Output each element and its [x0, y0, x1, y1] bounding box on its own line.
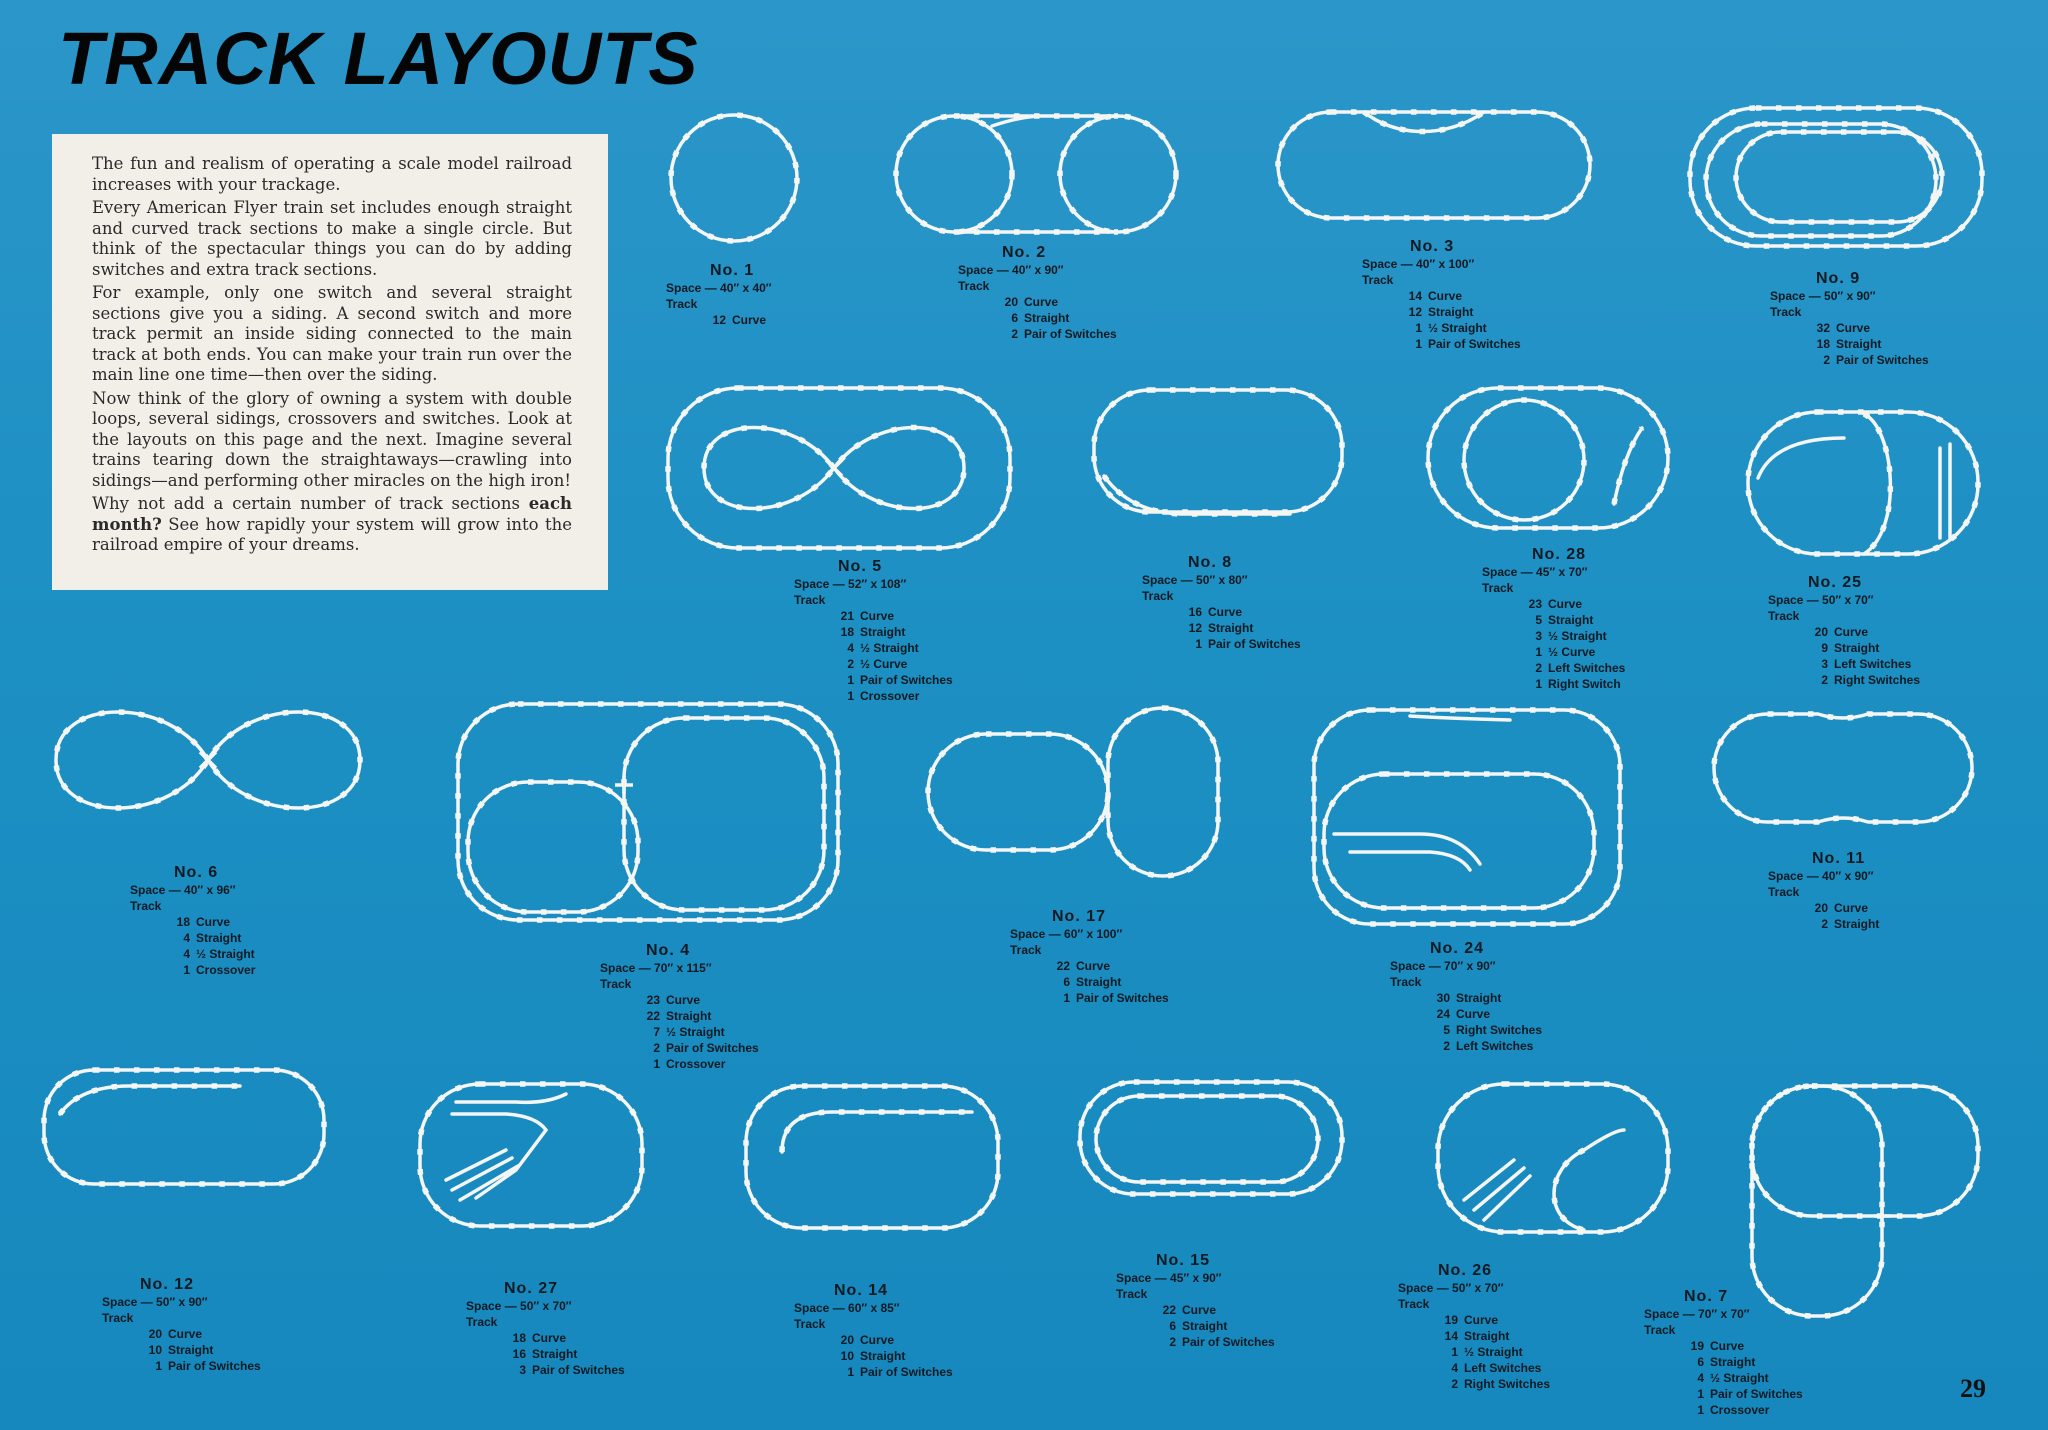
track-item: [1768, 624, 1920, 640]
item-qty: 4: [1451, 1361, 1458, 1375]
layout-space: Space — 70″ x 90″: [1390, 959, 1496, 973]
item-qty: 5: [1535, 613, 1542, 627]
item-qty: 18: [512, 1331, 526, 1345]
layout-space: Space — 50″ x 70″: [466, 1299, 572, 1313]
layout-number: No. 11: [1812, 850, 1866, 867]
item-qty: 7: [653, 1025, 660, 1039]
item-part: Pair of Switches: [1836, 353, 1929, 367]
layout-space: Space — 40″ x 40″: [666, 281, 772, 295]
layout-5-caption: [794, 558, 953, 704]
item-part: Curve: [1834, 901, 1869, 915]
item-part: Straight: [1834, 641, 1880, 655]
intro-paragraph-5-bold: each month?: [92, 494, 572, 534]
intro-paragraph-5-lead: Why not add a certain number of track sections: [92, 494, 529, 513]
layout-9-caption: [1770, 270, 1929, 368]
intro-paragraph-4: Now think of the glory of owning a system with double loops, several sidings, crossovers and switches. Look at the layouts on this page and the next. Imagine several trains tearing down the straightaways—crawling into sidings—and performing other miracles on the high iron!: [92, 388, 572, 490]
item-part: Straight: [1428, 305, 1474, 319]
item-part: Curve: [732, 313, 767, 327]
track-item: [1482, 628, 1625, 644]
track-label: Track: [1482, 581, 1514, 595]
layout-number: No. 12: [140, 1276, 195, 1293]
item-qty: 22: [646, 1009, 660, 1023]
item-qty: 1: [1697, 1387, 1704, 1401]
item-qty: 2: [1535, 661, 1542, 675]
item-part: Straight: [666, 1009, 712, 1023]
item-qty: 20: [1814, 625, 1828, 639]
layout-28-caption: [1482, 546, 1625, 692]
track-item: [102, 1358, 261, 1374]
layout-number: No. 27: [504, 1280, 559, 1297]
track-item: [958, 294, 1117, 310]
item-qty: 1: [1451, 1345, 1458, 1359]
track-label: Track: [1362, 273, 1394, 287]
layout-space: Space — 50″ x 90″: [102, 1295, 208, 1309]
item-qty: 10: [148, 1343, 162, 1357]
item-part: Curve: [532, 1331, 567, 1345]
item-part: Curve: [168, 1327, 203, 1341]
item-part: Curve: [1208, 605, 1243, 619]
track-label: Track: [466, 1315, 498, 1329]
item-part: Crossover: [196, 963, 256, 977]
item-qty: 9: [1821, 641, 1828, 655]
item-qty: 18: [1816, 337, 1830, 351]
track-label: Track: [1768, 885, 1800, 899]
item-qty: 14: [1444, 1329, 1458, 1343]
layout-space: Space — 60″ x 100″: [1010, 927, 1123, 941]
track-item: [958, 326, 1117, 342]
item-part: Straight: [532, 1347, 578, 1361]
item-part: ½ Curve: [860, 657, 908, 671]
item-qty: 1: [1415, 337, 1422, 351]
track-label: Track: [1010, 943, 1042, 957]
track-item: [794, 640, 953, 656]
track-item: [600, 1008, 759, 1024]
item-qty: 6: [1011, 311, 1018, 325]
item-qty: 23: [1528, 597, 1542, 611]
track-item: [1644, 1402, 1803, 1418]
layout-12-caption: [102, 1276, 261, 1374]
item-qty: 12: [1408, 305, 1422, 319]
item-qty: 2: [1169, 1335, 1176, 1349]
track-item: [130, 946, 255, 962]
item-part: Pair of Switches: [1076, 991, 1169, 1005]
item-qty: 1: [1697, 1403, 1704, 1417]
layout-1-caption: [666, 262, 772, 328]
item-qty: 20: [1004, 295, 1018, 309]
item-part: Curve: [1182, 1303, 1217, 1317]
item-part: Straight: [1076, 975, 1122, 989]
layout-number: No. 8: [1188, 554, 1233, 571]
layout-number: No. 4: [646, 942, 691, 959]
intro-paragraph-5: [92, 494, 572, 556]
layout-number: No. 15: [1156, 1252, 1211, 1269]
layout-space: Space — 50″ x 80″: [1142, 573, 1248, 587]
item-part: Curve: [666, 993, 701, 1007]
track-item: [600, 1024, 759, 1040]
track-item: [1390, 1038, 1542, 1054]
track-label: Track: [1390, 975, 1422, 989]
item-part: Curve: [1428, 289, 1463, 303]
item-part: Curve: [1024, 295, 1059, 309]
item-qty: 22: [1162, 1303, 1176, 1317]
layout-number: No. 17: [1052, 908, 1107, 925]
item-part: ½ Straight: [1710, 1371, 1769, 1385]
layout-15-caption: [1116, 1252, 1275, 1350]
track-item: [466, 1330, 625, 1346]
item-qty: 1: [847, 673, 854, 687]
layout-space: Space — 70″ x 70″: [1644, 1307, 1750, 1321]
item-qty: 22: [1056, 959, 1070, 973]
layout-number: No. 5: [838, 558, 883, 575]
layout-space: Space — 70″ x 115″: [600, 961, 712, 975]
item-part: Right Switches: [1464, 1377, 1551, 1391]
item-qty: 3: [519, 1363, 526, 1377]
track-item: [130, 962, 255, 978]
item-qty: 23: [646, 993, 660, 1007]
item-part: Straight: [1836, 337, 1882, 351]
track-item: [1398, 1344, 1550, 1360]
item-qty: 2: [1821, 917, 1828, 931]
track-item: [794, 1332, 953, 1348]
intro-paragraph-5-tail: See how rapidly your system will grow into the railroad empire of your dreams.: [92, 514, 572, 554]
layout-3-caption: [1362, 238, 1521, 352]
page-title: TRACK LAYOUTS: [58, 17, 699, 100]
item-part: ½ Straight: [666, 1025, 725, 1039]
track-item: [1142, 636, 1301, 652]
track-item: [1010, 990, 1169, 1006]
item-part: Pair of Switches: [1208, 637, 1301, 651]
track-item: [1116, 1302, 1275, 1318]
item-part: ½ Straight: [860, 641, 919, 655]
track-item: [1398, 1312, 1550, 1328]
item-qty: 4: [1697, 1371, 1704, 1385]
item-qty: 2: [1823, 353, 1830, 367]
layout-27-caption: [466, 1280, 625, 1378]
item-qty: 14: [1408, 289, 1422, 303]
track-item: [1398, 1328, 1550, 1344]
track-item: [1142, 620, 1301, 636]
item-part: Curve: [1834, 625, 1869, 639]
item-qty: 16: [1188, 605, 1202, 619]
intro-paragraph-3: For example, only one switch and several straight sections give you a siding. A second switch and more track permit an inside siding connected to the main track at both ends. You can make your train run over the main line one time—then over the siding.: [92, 283, 572, 384]
layout-space: Space — 40″ x 90″: [1768, 869, 1874, 883]
track-item: [1482, 676, 1625, 692]
item-qty: 2: [1443, 1039, 1450, 1053]
layout-number: No. 7: [1684, 1288, 1729, 1305]
layout-number: No. 6: [174, 864, 219, 881]
layout-space: Space — 50″ x 70″: [1768, 593, 1874, 607]
item-part: Curve: [1076, 959, 1111, 973]
track-item: [466, 1346, 625, 1362]
layout-7-caption: [1644, 1288, 1803, 1418]
track-item: [1010, 958, 1169, 974]
track-label: Track: [1116, 1287, 1148, 1301]
item-part: Straight: [1464, 1329, 1510, 1343]
item-part: Straight: [1182, 1319, 1228, 1333]
layout-6-caption: [130, 864, 255, 978]
item-part: Straight: [1548, 613, 1594, 627]
track-label: Track: [130, 899, 162, 913]
item-qty: 2: [1451, 1377, 1458, 1391]
item-qty: 6: [1169, 1319, 1176, 1333]
item-part: Curve: [1456, 1007, 1491, 1021]
track-label: Track: [1142, 589, 1174, 603]
item-qty: 30: [1436, 991, 1450, 1005]
layout-space: Space — 45″ x 70″: [1482, 565, 1588, 579]
track-item: [1644, 1386, 1803, 1402]
item-qty: 20: [148, 1327, 162, 1341]
item-part: ½ Straight: [1464, 1345, 1523, 1359]
item-qty: 20: [840, 1333, 854, 1347]
track-item: [1482, 612, 1625, 628]
track-item: [1362, 304, 1521, 320]
track-item: [1644, 1354, 1803, 1370]
layout-space: Space — 40″ x 90″: [958, 263, 1064, 277]
layout-number: No. 9: [1816, 270, 1861, 287]
item-qty: 1: [847, 1365, 854, 1379]
item-qty: 2: [847, 657, 854, 671]
item-qty: 2: [1011, 327, 1018, 341]
item-part: Right Switch: [1548, 677, 1621, 691]
track-item: [794, 1348, 953, 1364]
layout-space: Space — 45″ x 90″: [1116, 1271, 1222, 1285]
layout-number: No. 25: [1808, 574, 1863, 591]
track-item: [1398, 1360, 1550, 1376]
item-part: Straight: [196, 931, 242, 945]
layout-24-caption: [1390, 940, 1542, 1054]
item-part: ½ Curve: [1548, 645, 1596, 659]
item-part: Crossover: [1710, 1403, 1770, 1417]
item-part: Pair of Switches: [860, 1365, 953, 1379]
track-item: [1390, 1006, 1542, 1022]
layout-number: No. 3: [1410, 238, 1455, 255]
track-item: [1770, 336, 1929, 352]
item-part: Curve: [1710, 1339, 1745, 1353]
track-label: Track: [958, 279, 990, 293]
track-label: Track: [1768, 609, 1800, 623]
item-part: Curve: [1548, 597, 1583, 611]
item-qty: 3: [1535, 629, 1542, 643]
item-qty: 1: [847, 689, 854, 703]
layout-number: No. 2: [1002, 244, 1047, 261]
track-item: [794, 656, 953, 672]
intro-paragraph-2: Every American Flyer train set includes enough straight and curved track sections to make a single circle. But think of the spectacular things you can do by adding switches and extra track sections.: [92, 198, 572, 279]
track-label: Track: [102, 1311, 134, 1325]
item-part: Crossover: [666, 1057, 726, 1071]
track-item: [600, 1040, 759, 1056]
item-part: Pair of Switches: [1182, 1335, 1275, 1349]
track-item: [1482, 644, 1625, 660]
item-qty: 1: [1535, 677, 1542, 691]
item-part: Curve: [860, 609, 895, 623]
item-qty: 16: [512, 1347, 526, 1361]
item-part: Straight: [1710, 1355, 1756, 1369]
item-qty: 1: [653, 1057, 660, 1071]
item-qty: 21: [840, 609, 854, 623]
item-part: Pair of Switches: [532, 1363, 625, 1377]
item-part: ½ Straight: [1548, 629, 1607, 643]
item-qty: 1: [1195, 637, 1202, 651]
layout-8-caption: [1142, 554, 1301, 652]
item-part: Right Switches: [1456, 1023, 1543, 1037]
item-part: Pair of Switches: [1428, 337, 1521, 351]
track-item: [1768, 916, 1879, 932]
item-qty: 1: [183, 963, 190, 977]
layout-25-caption: [1768, 574, 1920, 688]
layout-17-caption: [1010, 908, 1169, 1006]
item-qty: 32: [1816, 321, 1830, 335]
item-qty: 2: [653, 1041, 660, 1055]
track-item: [1768, 640, 1920, 656]
item-qty: 1: [1063, 991, 1070, 1005]
track-item: [794, 1364, 953, 1380]
item-part: Straight: [168, 1343, 214, 1357]
layout-space: Space — 50″ x 90″: [1770, 289, 1876, 303]
track-item: [1644, 1338, 1803, 1354]
track-item: [600, 1056, 759, 1072]
track-item: [1362, 288, 1521, 304]
track-item: [1768, 656, 1920, 672]
track-item: [794, 688, 953, 704]
item-qty: 4: [183, 947, 190, 961]
item-part: Curve: [860, 1333, 895, 1347]
layout-11-caption: [1768, 850, 1879, 932]
item-qty: 5: [1443, 1023, 1450, 1037]
track-item: [1362, 320, 1521, 336]
item-part: Right Switches: [1834, 673, 1921, 687]
track-item: [1116, 1318, 1275, 1334]
item-part: Straight: [1834, 917, 1880, 931]
item-part: Pair of Switches: [860, 673, 953, 687]
item-part: Left Switches: [1548, 661, 1626, 675]
layout-number: No. 26: [1438, 1262, 1493, 1279]
track-label: Track: [1770, 305, 1802, 319]
item-part: Straight: [860, 625, 906, 639]
layout-space: Space — 40″ x 100″: [1362, 257, 1475, 271]
item-part: Left Switches: [1464, 1361, 1542, 1375]
item-qty: 3: [1821, 657, 1828, 671]
track-label: Track: [794, 593, 826, 607]
track-item: [130, 914, 255, 930]
layout-space: Space — 40″ x 96″: [130, 883, 236, 897]
track-item: [1398, 1376, 1550, 1392]
item-part: Curve: [196, 915, 231, 929]
item-qty: 6: [1063, 975, 1070, 989]
item-part: Straight: [1024, 311, 1070, 325]
track-item: [1390, 990, 1542, 1006]
track-item: [1770, 352, 1929, 368]
track-item: [130, 930, 255, 946]
track-item: [1768, 900, 1879, 916]
track-item: [1770, 320, 1929, 336]
layout-space: Space — 50″ x 70″: [1398, 1281, 1504, 1295]
item-qty: 19: [1444, 1313, 1458, 1327]
item-part: Pair of Switches: [168, 1359, 261, 1373]
intro-panel: [52, 134, 608, 590]
track-label: Track: [600, 977, 632, 991]
item-part: Crossover: [860, 689, 920, 703]
item-part: Pair of Switches: [666, 1041, 759, 1055]
item-qty: 6: [1697, 1355, 1704, 1369]
track-item: [666, 312, 772, 328]
track-item: [958, 310, 1117, 326]
track-item: [794, 672, 953, 688]
track-item: [1644, 1370, 1803, 1386]
track-item: [1482, 660, 1625, 676]
track-item: [1482, 596, 1625, 612]
track-item: [1116, 1334, 1275, 1350]
item-qty: 18: [840, 625, 854, 639]
track-item: [600, 992, 759, 1008]
item-qty: 1: [1415, 321, 1422, 335]
item-part: Curve: [1836, 321, 1871, 335]
track-item: [1768, 672, 1920, 688]
layout-2-caption: [958, 244, 1117, 342]
item-qty: 19: [1690, 1339, 1704, 1353]
item-part: Straight: [1456, 991, 1502, 1005]
layout-number: No. 24: [1430, 940, 1485, 957]
layout-number: No. 14: [834, 1282, 889, 1299]
item-qty: 1: [155, 1359, 162, 1373]
layout-4-caption: [600, 942, 759, 1072]
track-label: Track: [1644, 1323, 1676, 1337]
item-part: Pair of Switches: [1710, 1387, 1803, 1401]
track-item: [1142, 604, 1301, 620]
item-part: Straight: [860, 1349, 906, 1363]
layout-space: Space — 60″ x 85″: [794, 1301, 900, 1315]
page-number: 29: [1960, 1374, 1986, 1403]
item-part: Left Switches: [1456, 1039, 1534, 1053]
item-qty: 12: [712, 313, 726, 327]
item-part: Curve: [1464, 1313, 1499, 1327]
track-label: Track: [1398, 1297, 1430, 1311]
item-qty: 2: [1821, 673, 1828, 687]
item-qty: 4: [183, 931, 190, 945]
item-part: Left Switches: [1834, 657, 1912, 671]
intro-paragraph-1: The fun and realism of operating a scale model railroad increases with your trackage.: [92, 154, 572, 194]
track-item: [102, 1342, 261, 1358]
track-label: Track: [666, 297, 698, 311]
layout-space: Space — 52″ x 108″: [794, 577, 907, 591]
item-qty: 18: [176, 915, 190, 929]
item-qty: 20: [1814, 901, 1828, 915]
layout-14-caption: [794, 1282, 953, 1380]
track-item: [794, 624, 953, 640]
track-item: [466, 1362, 625, 1378]
layout-26-caption: [1398, 1262, 1550, 1392]
layout-number: No. 28: [1532, 546, 1587, 563]
track-item: [102, 1326, 261, 1342]
item-qty: 1: [1535, 645, 1542, 659]
track-item: [1010, 974, 1169, 990]
item-part: Pair of Switches: [1024, 327, 1117, 341]
item-qty: 4: [847, 641, 854, 655]
item-part: ½ Straight: [196, 947, 255, 961]
item-part: Straight: [1208, 621, 1254, 635]
track-item: [1390, 1022, 1542, 1038]
item-qty: 12: [1188, 621, 1202, 635]
item-qty: 24: [1436, 1007, 1450, 1021]
item-qty: 10: [840, 1349, 854, 1363]
track-item: [1362, 336, 1521, 352]
item-part: ½ Straight: [1428, 321, 1487, 335]
track-label: Track: [794, 1317, 826, 1331]
layout-number: No. 1: [710, 262, 755, 279]
track-item: [794, 608, 953, 624]
